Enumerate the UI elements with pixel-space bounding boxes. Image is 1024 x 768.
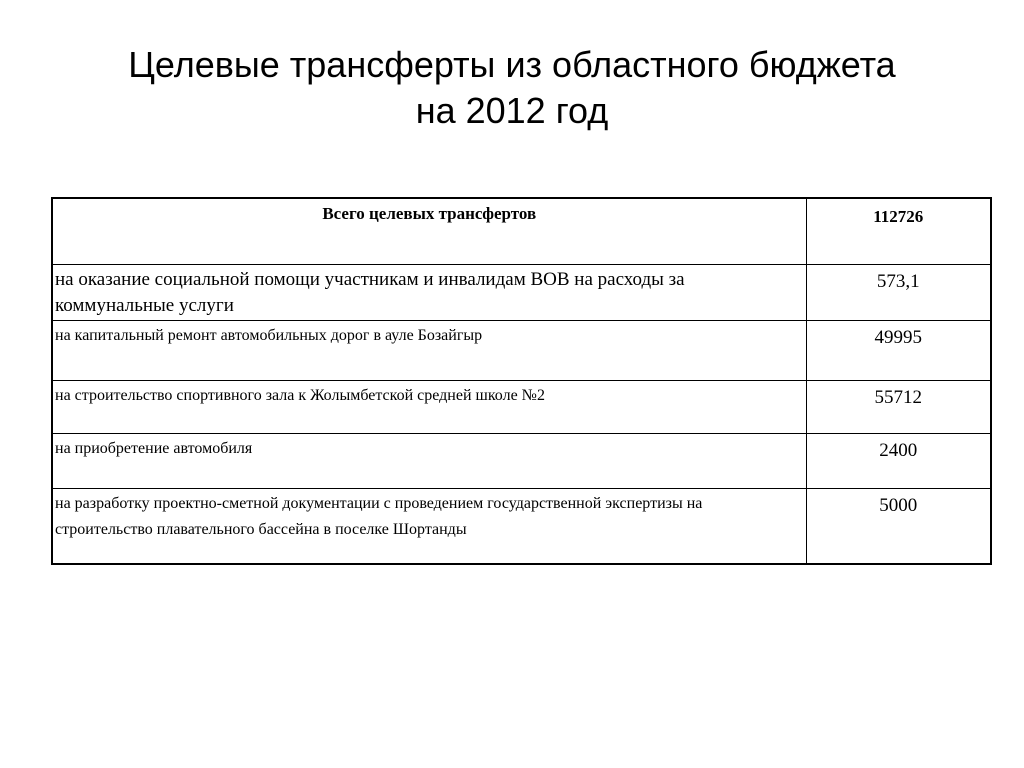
row-value: 2400 [806,433,991,488]
row-label: на строительство спортивного зала к Жолымбетской средней школе №2 [52,380,806,433]
row-label: на приобретение автомобиля [52,433,806,488]
slide-title-line-2: на 2012 год [415,90,609,131]
total-value: 112726 [806,198,991,264]
row-value: 55712 [806,380,991,433]
row-value: 49995 [806,320,991,380]
row-label: на капитальный ремонт автомобильных дорог в ауле Бозайгыр [52,320,806,380]
slide-title [40,42,984,134]
transfers-table [51,197,992,565]
table-row [52,433,991,488]
table-row [52,320,991,380]
row-label: на разработку проектно-сметной документации с проведением государственной экспертизы на строительство плавательного бассейна в поселке Шортанды [52,488,806,564]
row-label: на оказание социальной помощи участникам и инвалидам ВОВ на расходы за коммунальные услуги [52,264,806,320]
table-row [52,380,991,433]
slide-title-line-1: Целевые трансферты из областного бюджета [128,44,896,85]
row-value: 5000 [806,488,991,564]
table-row [52,488,991,564]
table-row [52,264,991,320]
total-label: Всего целевых трансфертов [52,198,806,264]
table-row-total [52,198,991,264]
row-value: 573,1 [806,264,991,320]
